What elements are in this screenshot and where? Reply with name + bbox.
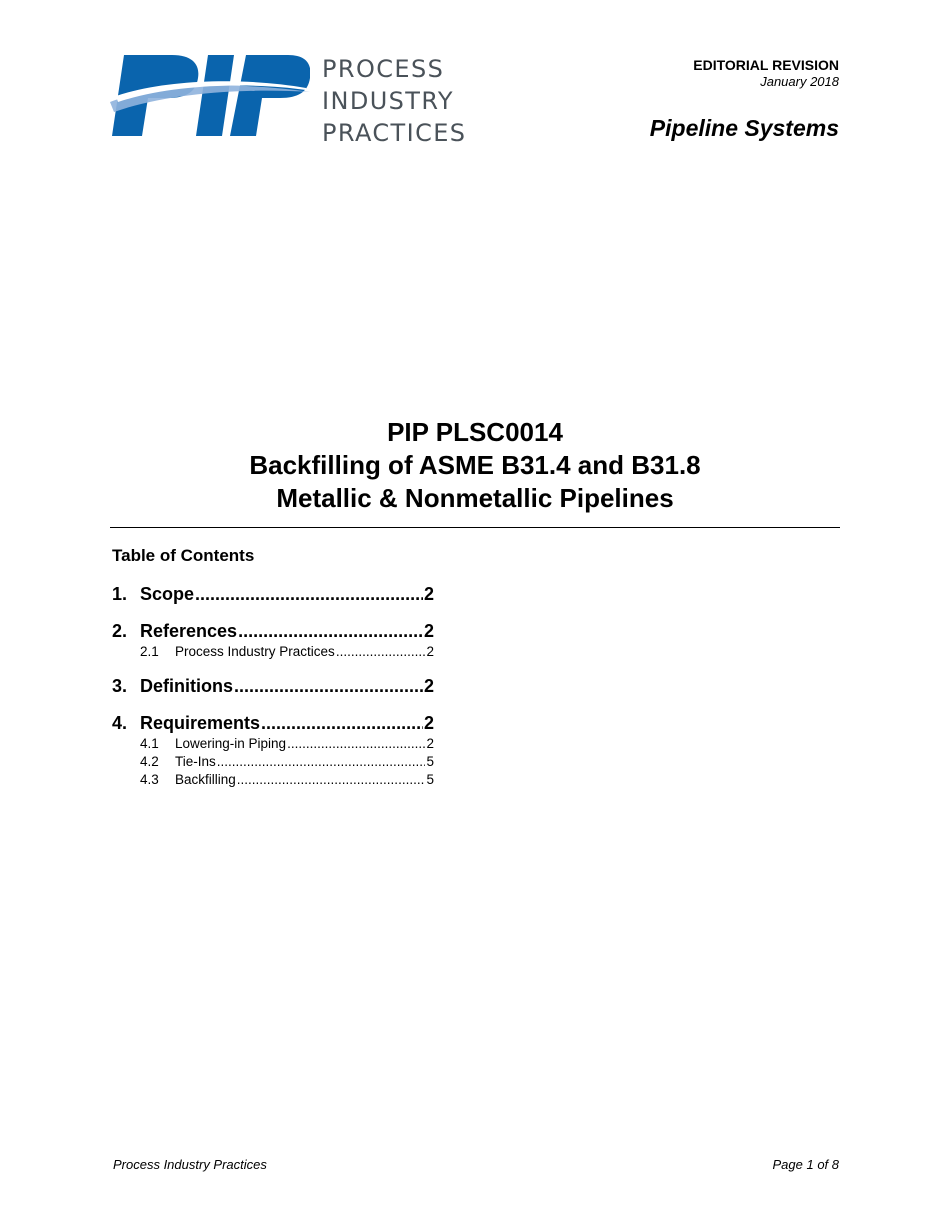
revision-date: January 2018 [760, 74, 839, 89]
footer-page-number: Page 1 of 8 [772, 1157, 839, 1172]
toc-entry-page: 2 [423, 676, 434, 696]
toc-entry-page: 2 [423, 713, 434, 733]
toc-entry-definitions[interactable] [112, 674, 434, 698]
logo-word-industry: INDUSTRY [322, 87, 454, 115]
toc-entry-number: 2. [112, 621, 128, 641]
toc-leader-dots [287, 735, 425, 753]
toc-subentry-number: 2.1 [140, 644, 159, 659]
toc-subentry-page: 2 [426, 736, 434, 751]
footer-organization: Process Industry Practices [113, 1157, 267, 1172]
toc-subentry-page: 5 [426, 772, 434, 787]
toc-entry-label: Requirements [140, 713, 261, 733]
toc-leader-dots [336, 643, 426, 661]
table-of-contents [112, 582, 434, 789]
toc-leader-dots [238, 619, 423, 643]
toc-entry-label: Scope [140, 584, 195, 604]
toc-entry-label: References [140, 621, 238, 641]
toc-entry-references[interactable] [112, 619, 434, 643]
toc-subentry-label: Lowering-in Piping [175, 736, 287, 751]
toc-subentry-label: Tie-Ins [175, 754, 216, 769]
toc-leader-dots [217, 753, 426, 771]
toc-entry-number: 3. [112, 676, 128, 696]
toc-entry-page: 2 [423, 621, 434, 641]
revision-label: EDITORIAL REVISION [693, 57, 839, 73]
toc-leader-dots [261, 711, 423, 735]
toc-subentry-tie-ins[interactable] [112, 753, 434, 771]
logo-word-process: PROCESS [322, 55, 445, 83]
title-divider [110, 527, 840, 528]
toc-entry-scope[interactable] [112, 582, 434, 606]
document-title [110, 416, 840, 515]
toc-subentry-page: 5 [426, 754, 434, 769]
toc-subentry-process-industry-practices[interactable] [112, 643, 434, 661]
title-line-1: PIP PLSC0014 [387, 417, 563, 447]
toc-entry-number: 1. [112, 584, 128, 604]
pip-logo-mark [110, 52, 310, 140]
toc-subentry-label: Process Industry Practices [175, 644, 335, 659]
toc-leader-dots [237, 771, 426, 789]
title-line-3: Metallic & Nonmetallic Pipelines [276, 483, 674, 513]
pip-logo [110, 52, 480, 147]
toc-subentry-page: 2 [426, 644, 434, 659]
document-category: Pipeline Systems [649, 115, 839, 141]
toc-entry-page: 2 [423, 584, 434, 604]
toc-subentry-number: 4.1 [140, 736, 159, 751]
toc-leader-dots [234, 674, 423, 698]
toc-entry-label: Definitions [140, 676, 233, 696]
toc-heading: Table of Contents [112, 546, 255, 565]
logo-word-practices: PRACTICES [322, 119, 467, 147]
revision-block [693, 57, 839, 90]
toc-subentry-label: Backfilling [175, 772, 236, 787]
toc-leader-dots [195, 582, 423, 606]
toc-entry-requirements[interactable] [112, 711, 434, 735]
toc-subentry-number: 4.3 [140, 772, 159, 787]
toc-subentry-backfilling[interactable] [112, 771, 434, 789]
toc-subentry-lowering-in-piping[interactable] [112, 735, 434, 753]
toc-entry-number: 4. [112, 713, 128, 733]
logo-wordmark [322, 53, 466, 149]
title-line-2: Backfilling of ASME B31.4 and B31.8 [249, 450, 701, 480]
toc-subentry-number: 4.2 [140, 754, 159, 769]
